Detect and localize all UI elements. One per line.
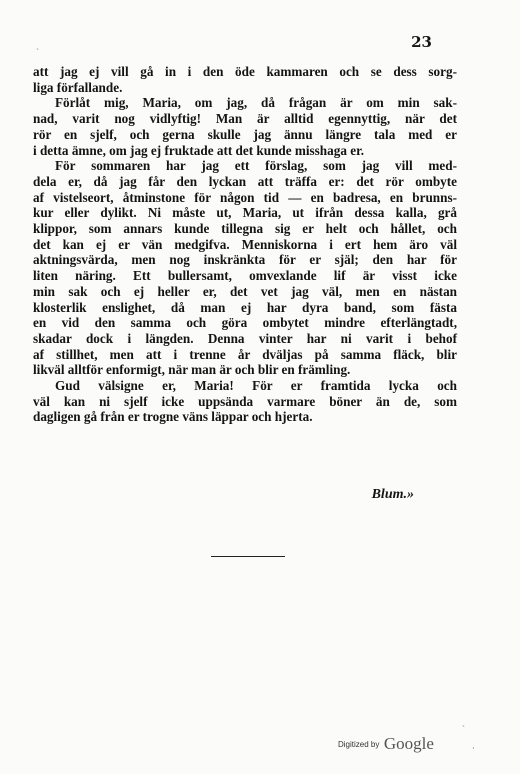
section-divider xyxy=(211,556,285,557)
text-line: klippor, som annars kunde tillegna sig er helt och hållet, och xyxy=(33,221,457,237)
text-line: af stillhet, men att i trenne år dväljas på samma fläck, blir xyxy=(33,346,457,362)
text-line: min sak och ej heller er, det vet jag väl, men en nästan xyxy=(33,283,457,299)
text-line: klosterlik enslighet, då man ej har dyra band, som fästa xyxy=(33,299,457,315)
text-line: det kan ej er vän medgifva. Menniskorna i ert hem äro väl xyxy=(33,236,457,252)
speck: ˏ xyxy=(36,41,39,51)
text-line: af vistelseort, åtminstone för någon tid — en badresa, en brunns- xyxy=(33,189,457,205)
text-line: skadar dock i längden. Denna vinter har ni varit i behof xyxy=(33,330,457,346)
body-text xyxy=(33,64,457,425)
text-line: Förlåt mig, Maria, om jag, då frågan är om min sak- xyxy=(55,95,457,111)
text-line: liten näring. Ett bullersamt, omvexlande lif är visst icke xyxy=(33,268,457,284)
text-line: i detta ämne, om jag ej fruktade att det kunde misshaga er. xyxy=(33,142,365,158)
text-line: att jag ej vill gå in i den öde kammaren och se dess sorg- xyxy=(33,64,457,79)
text-line: rör en sjelf, och gerna skulle jag ännu längre tala med er xyxy=(33,126,457,142)
page-number: 23 xyxy=(411,33,432,51)
text-line: liga förfallande. xyxy=(33,79,123,95)
text-line: nad, varit nog vidlyftig! Man är alltid egennyttig, när det xyxy=(33,111,457,127)
text-line: dela er, då jag får den lyckan att träffa er: det rör ombyte xyxy=(33,173,457,189)
text-line: För sommaren har jag ett förslag, som jag vill med- xyxy=(55,158,457,174)
text-line: kur eller dylikt. Ni måste ut, Maria, ut ifrån dessa kalla, grå xyxy=(33,205,457,221)
digitized-by-label: Digitized by xyxy=(338,740,380,749)
text-line: dagligen gå från er trogne väns läppar och hjerta. xyxy=(33,409,313,425)
text-line: väl kan ni sjelf icke uppsända varmare böner än de, som xyxy=(33,393,457,409)
speck: · xyxy=(472,744,475,754)
signature: Blum.» xyxy=(371,487,414,502)
text-line: Gud välsigne er, Maria! För er framtida lycka och xyxy=(55,378,457,394)
speck: ˏ xyxy=(462,718,465,728)
google-wordmark: Google xyxy=(383,734,434,753)
text-line: likväl alltför enformigt, när man är och blir en främling. xyxy=(33,362,351,378)
digitized-by-google-watermark xyxy=(338,734,434,754)
text-line: en vid den samma och göra ombytet mindre efterlängtadt, xyxy=(33,315,457,331)
text-line: aktningsvärda, men nog inskränkta för er själ; den har för xyxy=(33,252,457,268)
